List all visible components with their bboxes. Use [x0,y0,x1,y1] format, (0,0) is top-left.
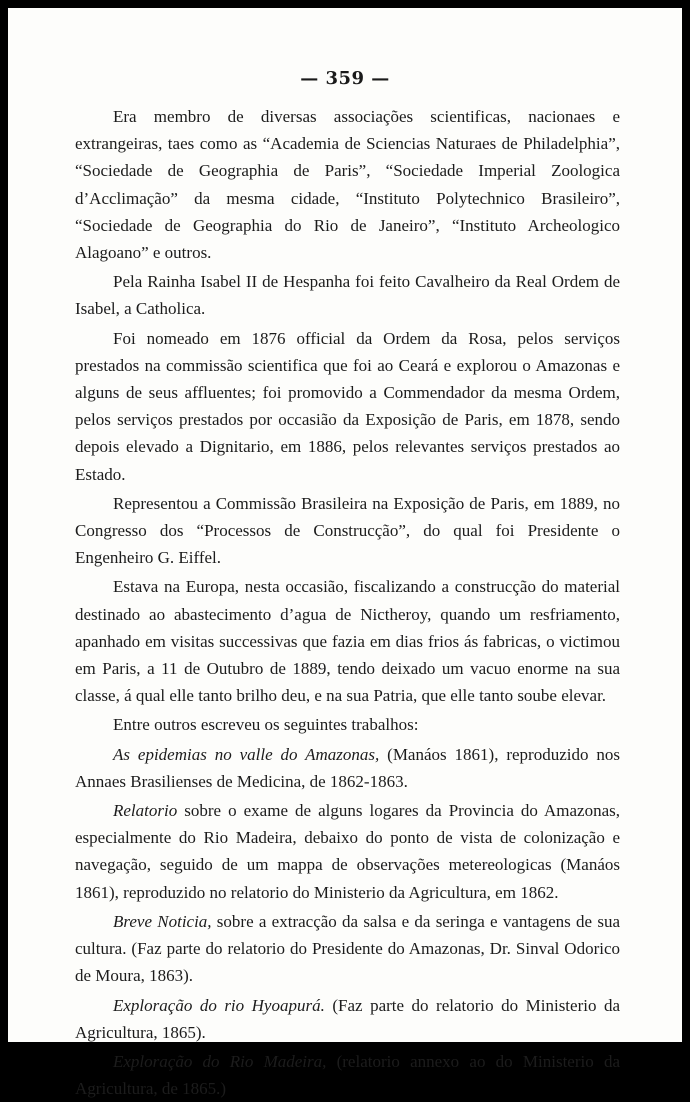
paragraph-memberships: Era membro de diversas associações scientificas, nacionaes e extrangeiras, taes como as “Academia de Sciencias Naturaes de Philadelphia”, “Sociedade de Geographia de Paris”, “Sociedade Imperial Zoologica d’Acclimação” da mesma cidade, “Instituto Polytechnico Brasileiro”, “Sociedade de Geographia do Rio de Janeiro”, “Instituto Archeologico Alagoano” e outros. [75,107,620,263]
document-page [8,8,682,1099]
paragraph-isabel-order: Pela Rainha Isabel II de Hespanha foi feito Cavalheiro da Real Ordem de Isabel, a Catholica. [75,272,620,319]
paragraph-work-breve-noticia [75,908,620,990]
work-details: sobre a extracção da salsa e da seringa e vantagens de sua cultura. (Faz parte do relatorio do Presidente do Amazonas, Dr. Sinval Odorico de Moura, 1863). [75,911,620,986]
work-title: As epidemias no valle do Amazonas, [113,744,380,764]
work-title: Exploração do rio Hyoapurá. [113,995,325,1015]
work-details: sobre o exame de alguns logares da Provincia do Amazonas, especialmente do Rio Madeira, debaixo do ponto de vista de colonização e navegação, seguido de um mappa de observações metereologicas (Manáos 1861), reproduzido no relatorio do Ministerio da Agricultura, em 1862. [75,801,620,902]
paragraph-ordem-da-rosa: Foi nomeado em 1876 official da Ordem da Rosa, pelos serviços prestados na commissão scientifica que foi ao Ceará e explorou o Amazonas e alguns de seus affluentes; foi promovido a Commendador da mesma Ordem, pelos serviços prestados por occasião da Exposição de Paris, em 1878, sendo depois elevado a Dignitario, em 1886, pelos relevantes serviços prestados ao Estado. [75,328,620,484]
work-details: (Manáos 1861), reproduzido nos Annaes Brasilienses de Medicina, de 1862-1863. [75,744,620,791]
paragraph-works-intro: Entre outros escreveu os seguintes trabalhos: [113,715,419,735]
page-number: — 359 — [300,68,390,89]
work-details: (Faz parte do relatorio do Ministerio da Agricultura, 1865). [75,995,621,1042]
body-text [75,103,620,1102]
work-title: Relatorio [113,801,178,821]
work-details: (relatorio annexo ao do Ministerio da Agricultura, de 1865.) [75,1051,620,1099]
paragraph-work-hyoapura [75,992,620,1046]
paragraph-work-epidemias [75,741,620,795]
work-title: Breve Noticia, [113,911,212,931]
paragraph-work-rio-madeira [75,1048,620,1102]
work-title: Exploração do Rio Madeira, [113,1051,327,1071]
paragraph-work-relatorio [75,797,620,906]
paragraph-death: Estava na Europa, nesta occasião, fiscalizando a construcção do material destinado ao abastecimento d’agua de Nictheroy, quando um resfriamento, apanhado em visitas successivas que fazia em dias frios ás fabricas, o victimou em Paris, a 11 de Outubro de 1889, tendo deixado um vacuo enorme na sua classe, á qual elle tanto brilho deu, e na sua Patria, que elle tanto soube elevar. [75,577,620,706]
paragraph-paris-exposition: Representou a Commissão Brasileira na Exposição de Paris, em 1889, no Congresso dos “Processos de Construcção”, do qual foi Presidente o Engenheiro G. Eiffel. [75,493,620,568]
